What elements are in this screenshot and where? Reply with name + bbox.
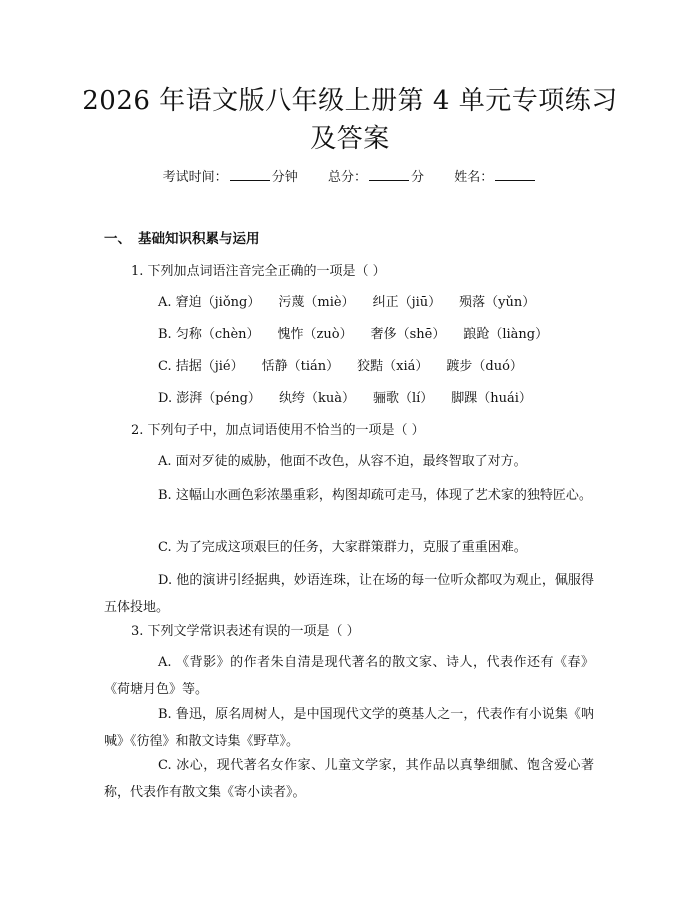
option-word: C. 拮据（jié）	[158, 359, 244, 374]
question-3-stem: 3. 下列文学常识表述有误的一项是（ ）	[131, 624, 360, 639]
question-2-option-b: B. 这幅山水画色彩浓墨重彩，构图却疏可走马，体现了艺术家的独特匠心。	[158, 488, 592, 503]
question-1-stem: 1. 下列加点词语注音完全正确的一项是（ ）	[131, 264, 386, 279]
section-number: 一、	[104, 231, 131, 247]
question-2-option-a: A. 面对歹徒的威胁，他面不改色，从容不迫，最终智取了对方。	[158, 454, 527, 469]
question-3-option-b: B. 鲁迅，原名周树人，是中国现代文学的奠基人之一，代表作有小说集《呐喊》《彷徨》和散文诗集《野草》。	[104, 707, 594, 749]
question-1-option-d	[158, 389, 550, 409]
question-3-option-a: A. 《背影》的作者朱自清是现代著名的散文家、诗人，代表作还有《春》《荷塘月色》等。	[104, 655, 594, 697]
option-word: 污蔑（miè）	[278, 295, 355, 310]
document-title	[60, 82, 640, 158]
name-label: 姓名：	[454, 170, 494, 185]
time-unit: 分钟	[271, 170, 298, 185]
option-word: 纨绔（kuà）	[278, 391, 355, 406]
option-word: 狡黠（xiá）	[357, 359, 429, 374]
section-title: 基础知识积累与运用	[138, 231, 260, 247]
time-label: 考试时间：	[162, 170, 228, 185]
option-word: 踱步（duó）	[446, 359, 523, 374]
option-word: B. 匀称（chèn）	[158, 327, 260, 342]
exam-meta	[0, 168, 700, 188]
title-line-2: 及答案	[310, 124, 390, 154]
section-heading	[104, 229, 260, 249]
question-2-stem: 2. 下列句子中，加点词语使用不恰当的一项是（ ）	[131, 423, 425, 438]
score-unit: 分	[411, 170, 425, 185]
option-word: 殒落（yǔn）	[459, 295, 536, 310]
option-word: 纠正（jiū）	[372, 295, 442, 310]
option-word: D. 澎湃（péng）	[158, 391, 261, 406]
time-blank	[230, 168, 270, 181]
question-1-option-a	[158, 293, 553, 313]
option-word: 恬静（tián）	[261, 359, 340, 374]
option-word: 踉跄（liàng）	[463, 327, 549, 342]
question-2-option-c: C. 为了完成这项艰巨的任务，大家群策群力，克服了重重困难。	[158, 540, 527, 555]
question-3-option-c: C. 冰心，现代著名女作家、儿童文学家，其作品以真挚细腻、饱含爱心著称，代表作有散文集《寄小读者》。	[104, 758, 594, 800]
name-blank	[495, 168, 535, 181]
question-1-option-b	[158, 325, 566, 345]
option-word: 奢侈（shē）	[370, 327, 446, 342]
score-blank	[369, 168, 409, 181]
title-line-1: 2026 年语文版八年级上册第 4 单元专项练习	[82, 86, 618, 116]
score-label: 总分：	[327, 170, 367, 185]
option-word: 骊歌（lí）	[372, 391, 434, 406]
question-1-option-c	[158, 357, 541, 377]
question-2-option-d: D. 他的演讲引经据典，妙语连珠，让在场的每一位听众都叹为观止，佩服得五体投地。	[104, 573, 594, 615]
option-word: 愧怍（zuò）	[277, 327, 353, 342]
option-word: A. 窘迫（jiǒng）	[158, 295, 261, 310]
option-word: 脚踝（huái）	[451, 391, 532, 406]
